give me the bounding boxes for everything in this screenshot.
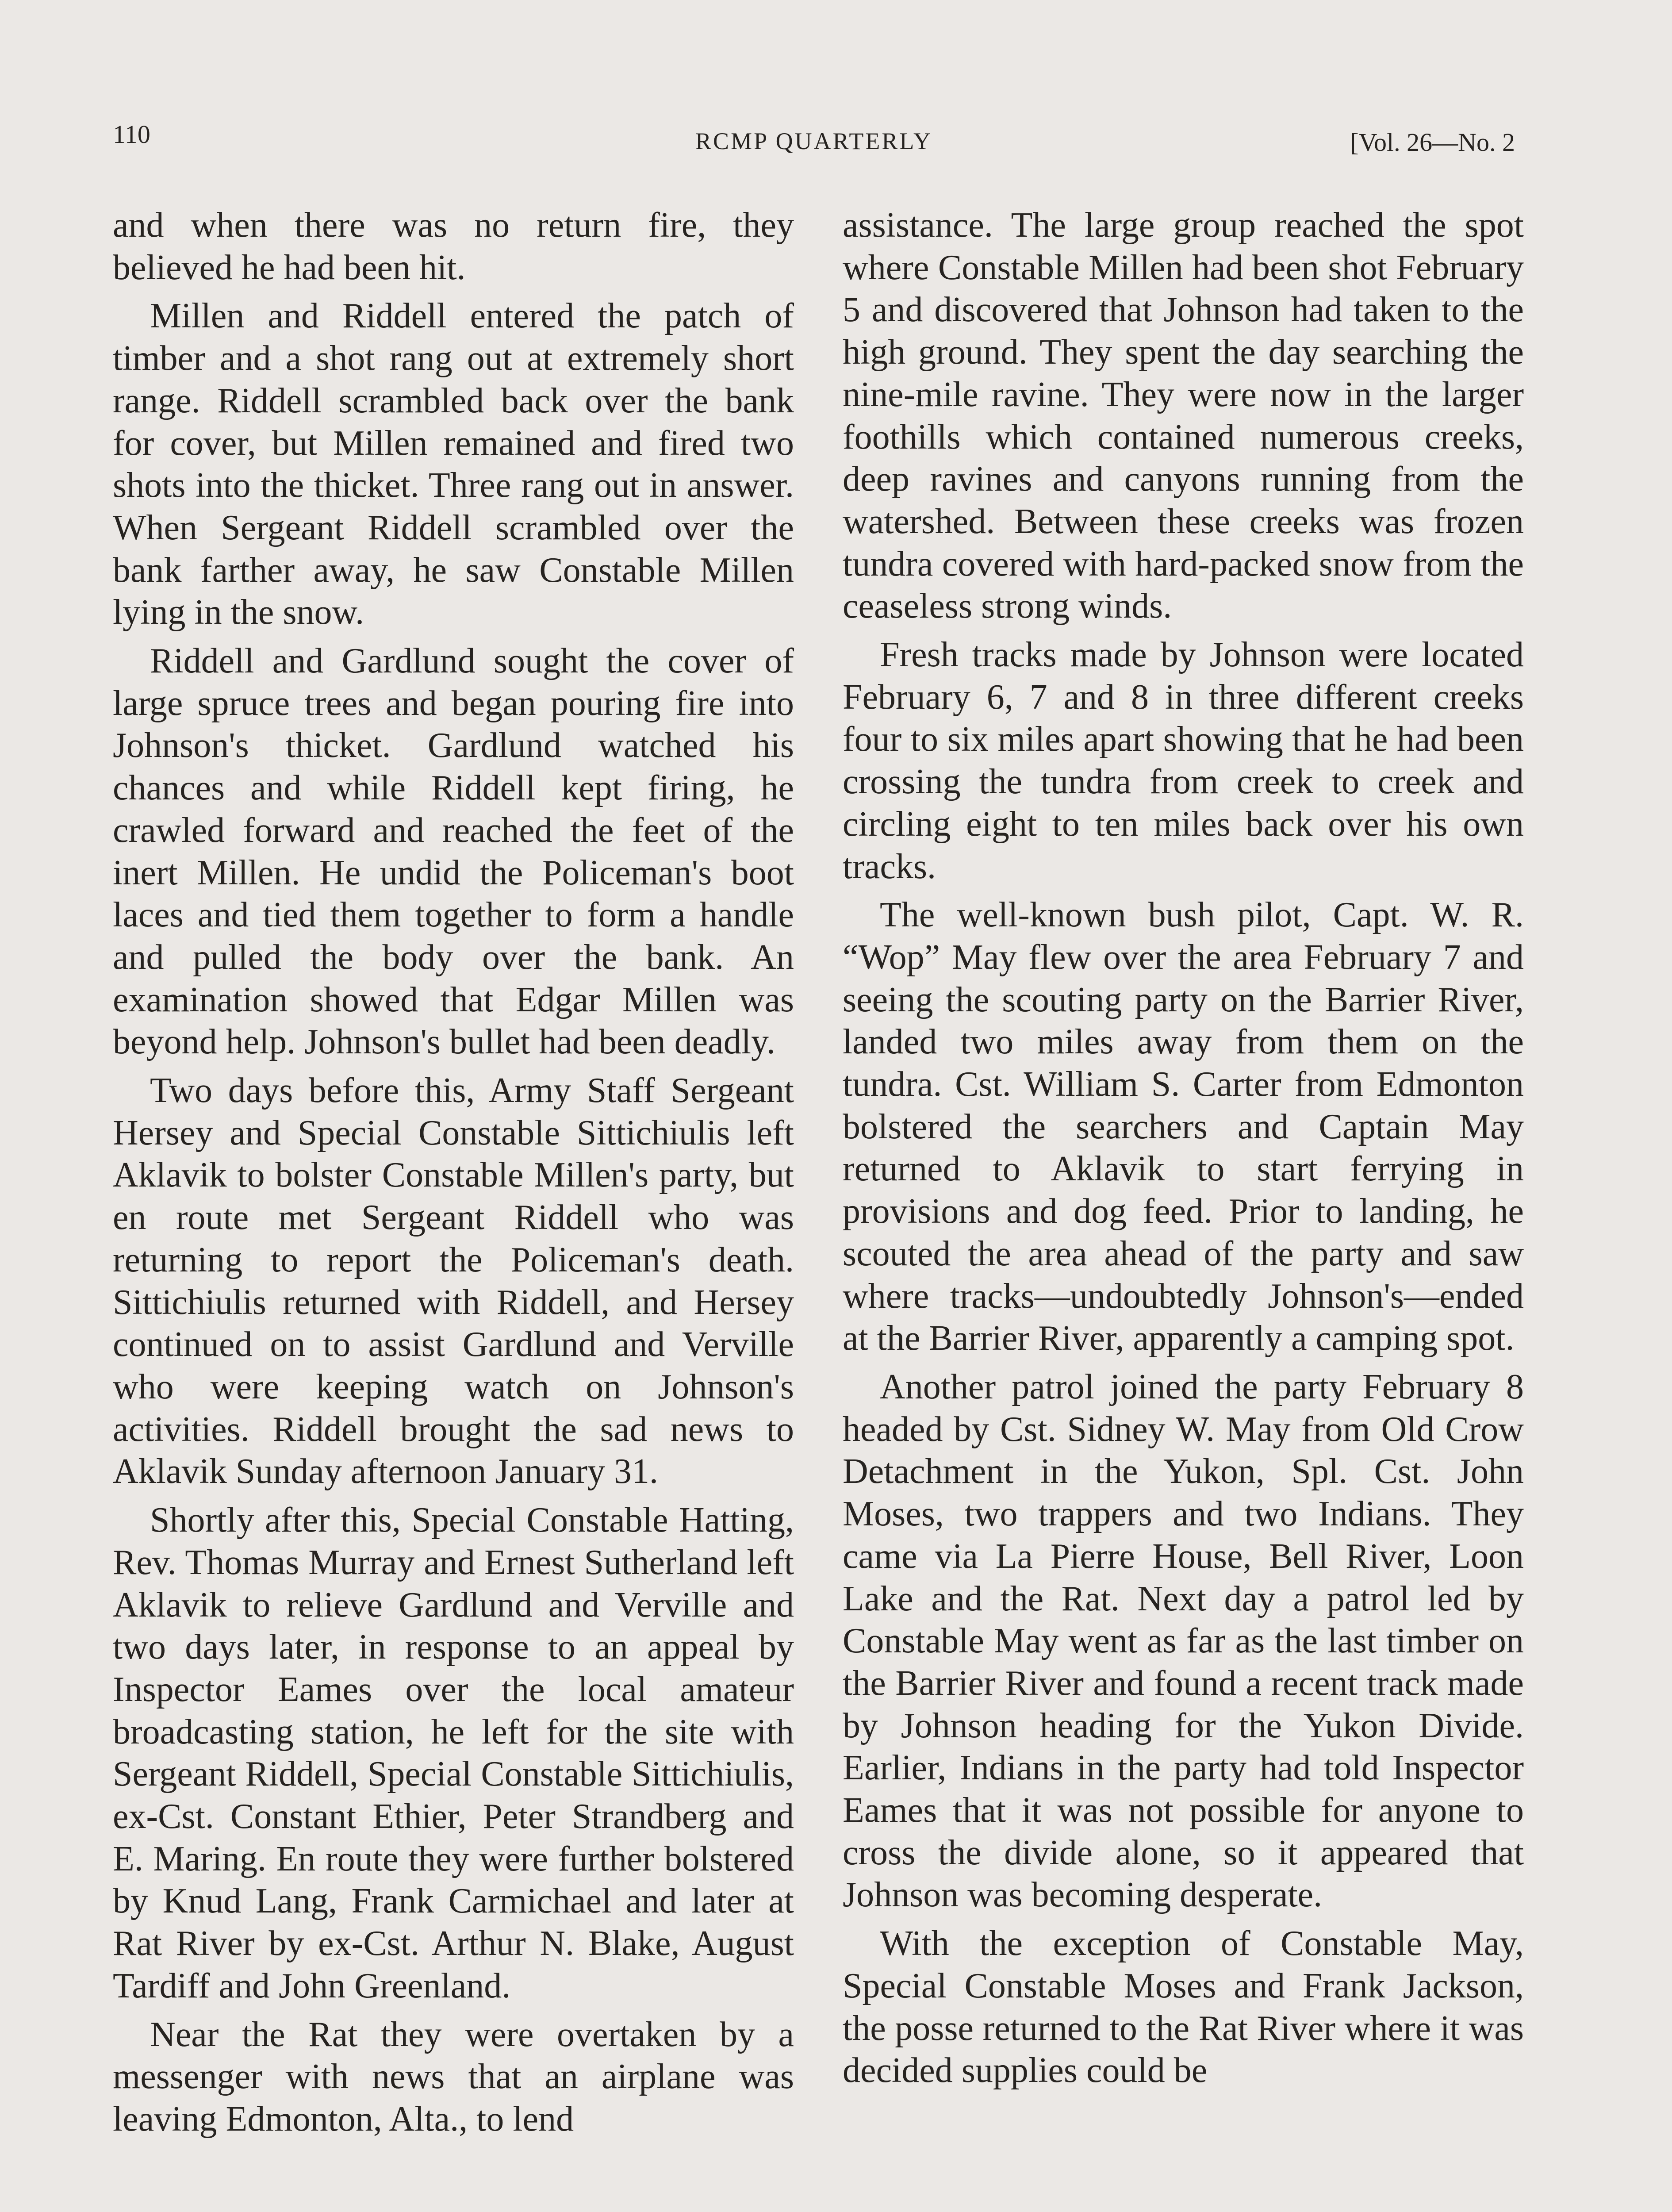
paragraph: Millen and Riddell entered the patch of timber and a shot rang out at extremely short range. Riddell scrambled back over the bank for cover, but Millen remained and fired two shots into the thicket. Three rang out in answer. When Sergeant Riddell scrambled over the bank farther away, he saw Constable Millen lying in the snow. bbox=[113, 296, 794, 632]
left-column bbox=[113, 204, 794, 2147]
right-column bbox=[843, 204, 1524, 2098]
paragraph: and when there was no return fire, they believed he had been hit. bbox=[113, 206, 794, 287]
paragraph: Two days before this, Army Staff Sergeant Hersey and Special Constable Sittichiulis left Aklavik to bolster Constable Millen's party, but en route met Sergeant Riddell who was returning to report the Policeman's death. Sittichiulis returned with Riddell, and Hersey continued on to assist Gardlund and Verville who were keeping watch on Johnson's activities. Riddell brought the sad news to Aklavik Sunday afternoon January 31. bbox=[113, 1071, 794, 1491]
paragraph: Fresh tracks made by Johnson were located February 6, 7 and 8 in three different creeks four to six miles apart showing that he had been crossing the tundra from creek to creek and circling eight to ten miles back over his own tracks. bbox=[843, 635, 1524, 886]
paragraph: Another patrol joined the party February 8 headed by Cst. Sidney W. May from Old Crow Detachment in the Yukon, Spl. Cst. John Moses, two trappers and two Indians. They came via La Pierre House, Bell River, Loon Lake and the Rat. Next day a patrol led by Constable May went as far as the last timber on the Barrier River and found a recent track made by Johnson heading for the Yukon Divide. Earlier, Indians in the party had told Inspector Eames that it was not possible for anyone to cross the divide alone, so it appeared that Johnson was becoming desperate. bbox=[843, 1367, 1524, 1915]
paragraph: Near the Rat they were overtaken by a messenger with news that an airplane was leaving Edmonton, Alta., to lend bbox=[113, 2015, 794, 2139]
page-header bbox=[113, 119, 1515, 168]
paragraph: With the exception of Constable May, Special Constable Moses and Frank Jackson, the posse returned to the Rat River where it was decided supplies could be bbox=[843, 1924, 1524, 2090]
paragraph: Riddell and Gardlund sought the cover of large spruce trees and began pouring fire into Johnson's thicket. Gardlund watched his chances and while Riddell kept firing, he crawled forward and reached the feet of the inert Millen. He undid the Policeman's boot laces and tied them together to form a handle and pulled the body over the bank. An examination showed that Edgar Millen was beyond help. Johnson's bullet had been deadly. bbox=[113, 641, 794, 1062]
paragraph: assistance. The large group reached the spot where Constable Millen had been shot February 5 and discovered that Johnson had taken to the high ground. They spent the day searching the nine-mile ravine. They were now in the larger foothills which contained numerous creeks, deep ravines and canyons running from the watershed. Between these creeks was frozen tundra covered with hard-packed snow from the ceaseless strong winds. bbox=[843, 206, 1524, 626]
paragraph: Shortly after this, Special Constable Hatting, Rev. Thomas Murray and Ernest Sutherland left Aklavik to relieve Gardlund and Verville and two days later, in response to an appeal by Inspector Eames over the local amateur broadcasting station, he left for the site with Sergeant Riddell, Special Constable Sittichiulis, ex-Cst. Constant Ethier, Peter Strandberg and E. Maring. En route they were further bolstered by Knud Lang, Frank Carmichael and later at Rat River by ex-Cst. Arthur N. Blake, August Tardiff and John Greenland. bbox=[113, 1501, 794, 2005]
volume-info: [Vol. 26—No. 2 bbox=[1350, 128, 1515, 157]
journal-title: RCMP QUARTERLY bbox=[695, 128, 932, 154]
paragraph: The well-known bush pilot, Capt. W. R. “Wop” May flew over the area February 7 and seeing the scouting party on the Barrier River, landed two miles away from them on the tundra. Cst. William S. Carter from Edmonton bolstered the searchers and Captain May returned to Aklavik to start ferrying in provisions and dog feed. Prior to landing, he scouted the area ahead of the party and saw where tracks—undoubtedly Johnson's—ended at the Barrier River, apparently a camping spot. bbox=[843, 895, 1524, 1358]
page-number: 110 bbox=[113, 120, 150, 149]
